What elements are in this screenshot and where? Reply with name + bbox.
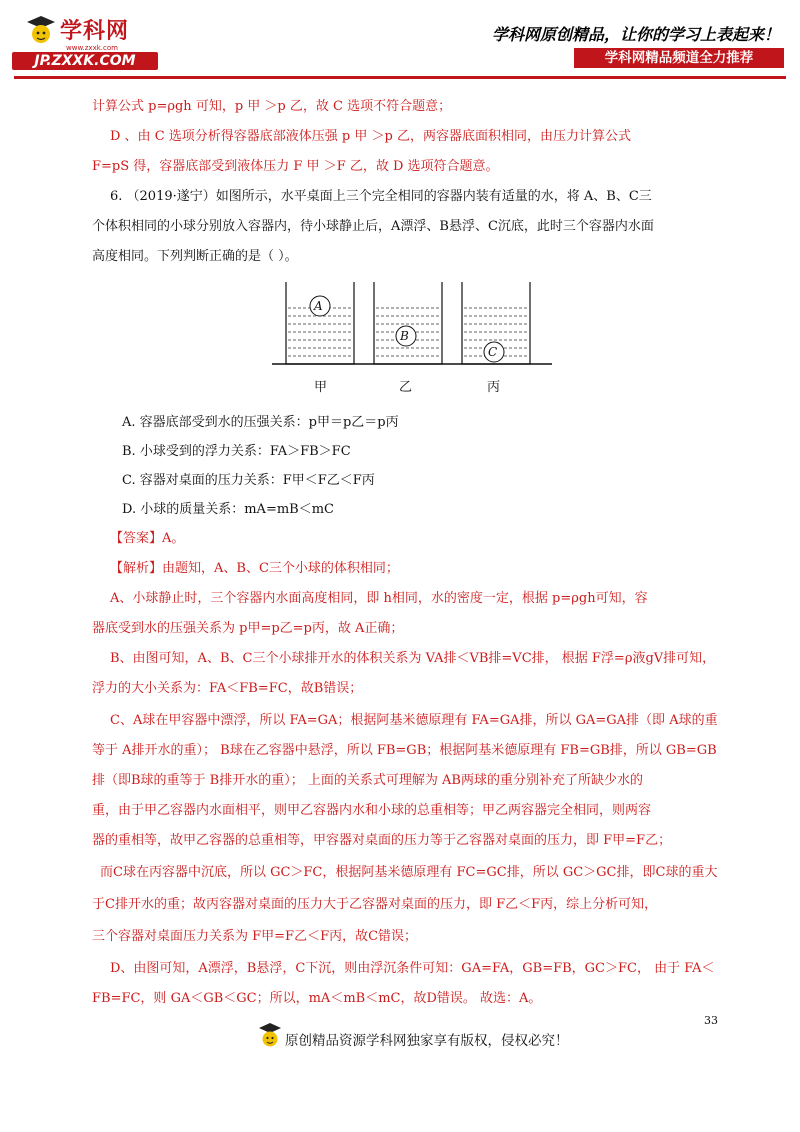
ball-label-a: A bbox=[314, 299, 323, 313]
analysis-line: D、由图可知，A漂浮，B悬浮，C下沉，则由浮沉条件可知：GA=FA，GB=FB，GC＞FC， 由于 FA＜ bbox=[110, 961, 715, 976]
analysis-line: 而C球在丙容器中沉底，所以 GC＞FC，根据阿基米德原理有 FC=GC排，所以 GC＞GC排，即C球的重大 bbox=[100, 865, 718, 880]
container-yi bbox=[374, 282, 442, 364]
analysis-line: 三个容器对桌面压力关系为 F甲=F乙＜F丙，故C错误； bbox=[92, 929, 418, 944]
text-line: 计算公式 p=ρgh 可知，p 甲 ＞p 乙，故 C 选项不符合题意； bbox=[92, 99, 452, 114]
analysis-line: C、A球在甲容器中漂浮，所以 FA=GA；根据阿基米德原理有 FA=GA排，所以 GA=GA排（即 A球的重 bbox=[110, 713, 718, 728]
logo-icon bbox=[26, 14, 56, 48]
header-slogan: 学科网原创精品，让你的学习上表起来！ bbox=[491, 25, 780, 44]
analysis-line: 浮力的大小关系为：FA＜FB=FC，故B错误； bbox=[92, 681, 363, 696]
analysis-line: FB=FC，则 GA＜GB＜GC；所以，mA＜mB＜mC，故D错误。 故选：A。 bbox=[92, 991, 542, 1006]
analysis-line: 器的重相等，故甲乙容器的总重相等，甲容器对桌面的压力等于乙容器对桌面的压力，即 F甲=F乙； bbox=[92, 833, 672, 848]
page-number: 33 bbox=[704, 1014, 718, 1027]
analysis-line: A、小球静止时，三个容器内水面高度相同，即 h相同，水的密度一定，根据 p=ρgh可知，容 bbox=[110, 591, 648, 606]
analysis-line: 等于 A排开水的重）； B球在乙容器中悬浮，所以 FB=GB；根据阿基米德原理有 FB=GB排，所以 GB=GB bbox=[92, 743, 717, 758]
option-b: B. 小球受到的浮力关系：FA＞FB＞FC bbox=[122, 444, 351, 459]
analysis-line: 重，由于甲乙容器内水面相平，则甲乙容器内水和小球的总重相等；甲乙两容器完全相同，则两容 bbox=[92, 803, 652, 818]
question-line: 6. （2019·遂宁）如图所示，水平桌面上三个完全相同的容器内装有适量的水，将 A、B、C三 bbox=[110, 189, 652, 204]
logo-url[interactable]: JP.ZXXK.COM bbox=[12, 52, 158, 70]
answer-line: 【答案】A。 bbox=[110, 531, 185, 546]
container-label-jia: 甲 bbox=[314, 380, 328, 395]
question-line: 个体积相同的小球分别放入容器内，待小球静止后，A漂浮、B悬浮、C沉底，此时三个容器内水面 bbox=[92, 219, 654, 234]
header-divider bbox=[14, 76, 786, 79]
analysis-line: 器底受到水的压强关系为 p甲=p乙=p丙，故 A正确； bbox=[92, 621, 404, 636]
containers-figure bbox=[272, 272, 552, 372]
analysis-line: 于C排开水的重；故丙容器对桌面的压力大于乙容器对桌面的压力，即 F乙＜F丙，综上分析可知， bbox=[92, 897, 658, 912]
analysis-line: B、由图可知，A、B、C三个小球排开水的体积关系为 VA排＜VB排=VC排， 根据 F浮=ρ液gV排可知， bbox=[110, 651, 716, 666]
option-d: D. 小球的质量关系：mA=mB＜mC bbox=[122, 502, 334, 517]
ball-label-c: C bbox=[488, 345, 498, 359]
container-label-yi: 乙 bbox=[399, 380, 413, 395]
question-line: 高度相同。下列判断正确的是（ ）。 bbox=[92, 249, 298, 264]
text-line: F=pS 得，容器底部受到液体压力 F 甲 ＞F 乙，故 D 选项符合题意。 bbox=[92, 159, 499, 174]
container-jia bbox=[286, 282, 354, 364]
logo-small-text: www.zxxk.com bbox=[66, 44, 118, 52]
logo-text: 学科网 bbox=[60, 19, 130, 44]
container-label-bing: 丙 bbox=[487, 380, 501, 395]
analysis-line: 排（即B球的重等于 B排开水的重）； 上面的关系式可理解为 AB两球的重分别补充了所缺少水的 bbox=[92, 773, 643, 788]
option-a: A. 容器底部受到水的压强关系：p甲＝p乙＝p丙 bbox=[122, 415, 399, 430]
footer-logo-icon bbox=[258, 1022, 282, 1050]
ball-label-b: B bbox=[400, 329, 409, 343]
analysis-line: 【解析】由题知，A、B、C三个小球的体积相同； bbox=[110, 561, 399, 576]
footer-copyright: 原创精品资源学科网独家享有版权，侵权必究！ bbox=[285, 1033, 569, 1049]
header-tag: 学科网精品频道全力推荐 bbox=[574, 48, 784, 68]
text-line: D 、由 C 选项分析得容器底部液体压强 p 甲 ＞p 乙，两容器底面积相同，由压力计算公式 bbox=[110, 129, 631, 144]
option-c: C. 容器对桌面的压力关系：F甲＜F乙＜F丙 bbox=[122, 473, 375, 488]
